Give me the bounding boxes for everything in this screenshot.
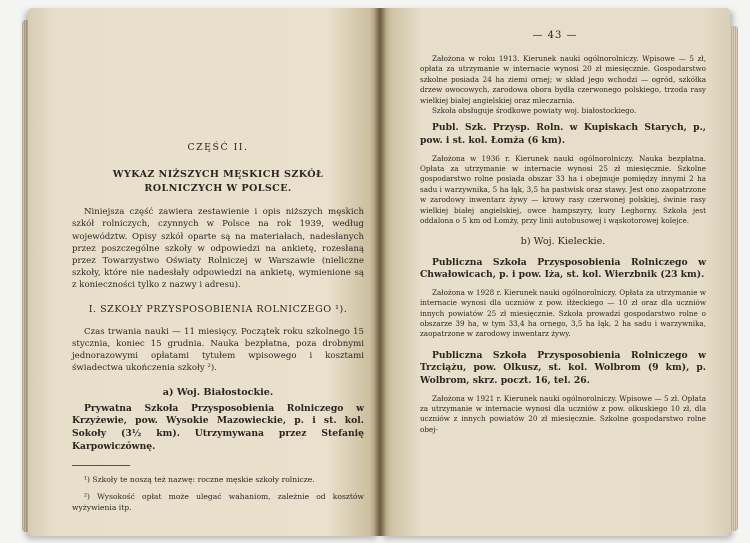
paragraph-chwalowice-details: Założona w 1928 r. Kierunek nauki ogólnorolniczy. Opłata za utrzymanie w internacie wynosi dla uczniów z pow. iłżeckiego — 10 zł oraz dla uczniów innych powiatów 25 zł miesięcznie. Szkoła prowadzi gospodarstwo rolne o obszarze 39 ha, w tym 33,4 ha ornego, 3,5 ha łąk, 2 ha sadu i warzywnika, zaopatrzone w zarodowy inwentarz żywy. — [420, 287, 706, 339]
school-entry-kupiski: Publ. Szk. Przysp. Roln. w Kupiskach Starych, p., pow. i st. kol. Łomża (6 km). — [420, 122, 706, 147]
chapter-title — [72, 168, 364, 196]
right-page — [380, 8, 730, 536]
part-heading: CZĘŚĆ II. — [187, 142, 249, 153]
chapter-title-line-2: ROLNICZYCH W POLSCE. — [144, 183, 292, 195]
chapter-title-line-1: WYKAZ NIŻSZYCH MĘSKICH SZKÓŁ — [112, 169, 324, 181]
voivodeship-heading-b: b) Woj. Kieleckie. — [520, 236, 606, 248]
paragraph-kupiski-details: Założona w 1936 r. Kierunek nauki ogólnorolniczy. Nauka bezpłatna. Opłata za utrzymanie w internacie wynosi 25 zł miesięcznie. Szkolne gospodarstwo rolne posiada obszar 33 ha i obejmuje pomiędzy innymi 2 ha sadu i warzywnika, 5 ha łąk, 3,5 ha pastwisk oraz stawy. Jest ono zaopatrzone w zarodowy inwentarz żywy — krowy rasy czerwonej polskiej, świnie rasy wielkiej białej angielskiej, owce hampszyry, kury Leghorny. Szkoła jest oddalona o 5 km od Łomży, przy linii autobusowej i wąskotorowej kolejce. — [420, 153, 706, 226]
page-edges-right — [730, 26, 738, 531]
footnote-2: ²) Wysokość opłat może ulegać wahaniom, zależnie od kosztów wyżywienia itp. — [72, 492, 364, 513]
school-entry-chwalowice: Publiczna Szkoła Przysposobienia Rolniczego w Chwałowicach, p. i pow. Iża, st. kol. Wierzbnik (23 km). — [420, 256, 706, 281]
open-book — [18, 8, 736, 536]
left-page — [28, 8, 380, 536]
school-entry-krzyzewo: Prywatna Szkoła Przysposobienia Rolniczego w Krzyżewie, pow. Wysokie Mazowieckie, p. i st. kol. Sokoły (3½ km). Utrzymywana przez Stefanię Karpowiczównę. — [72, 402, 364, 452]
paragraph-trzciaz-details: Założona w 1921 r. Kierunek nauki ogólnorolniczy. Wpisowe — 5 zł. Opłata za utrzymanie w internacie wynosi dla uczniów z pow. olkuskiego 10 zł, dla uczniów z innych powiatów 20 zł miesięcznie. Szkolne gospodarstwo rolne obej- — [420, 393, 706, 434]
right-page-content — [420, 54, 706, 435]
terms-paragraph: Czas trwania nauki — 11 miesięcy. Początek roku szkolnego 15 stycznia, koniec 15 grudnia. Nauka bezpłatna, poza drobnymi jednorazowymi opłatami tytułem wpisowego i kosztami świadectwa ukończenia szkoły ²). — [72, 326, 364, 374]
school-entry-trzciaz: Publiczna Szkoła Przysposobienia Rolniczego w Trzciążu, pow. Olkusz, st. kol. Wolbrom (9 km), p. Wolbrom, skrz. poczt. 16, tel. 26. — [420, 349, 706, 387]
section-heading: I. SZKOŁY PRZYSPOSOBIENIA ROLNICZEGO ¹). — [88, 303, 348, 315]
page-number: — 43 — — [532, 30, 578, 41]
footnote-rule — [72, 465, 130, 466]
footnote-1: ¹) Szkoły te noszą też nazwę: roczne męskie szkoły rolnicze. — [84, 475, 315, 485]
book-spine — [374, 8, 386, 536]
intro-paragraph: Niniejsza część zawiera zestawienie i opis niższych męskich szkół rolniczych, czynnych w Polsce na rok 1939, według województw. Opisy szkół oparte są na materiałach, nadesłanych przez poszczególne szkoły w odpowiedzi na ankietę, rozesłaną przez Towarzystwo Oświaty Rolniczej w Warszawie (nieliczne szkoły, które nie nadesłały odpowiedzi na ankietę, wymienione są z konieczności tylko z nazwy i adresu). — [72, 207, 364, 291]
voivodeship-heading-a: a) Woj. Białostockie. — [162, 386, 274, 398]
paragraph-krzyzewo-details: Założona w roku 1913. Kierunek nauki ogólnorolniczy. Wpisowe — 5 zł, opłata za utrzymanie w internacie wynosi 20 zł miesięcznie. Gospodarstwo szkolne posiada 24 ha ziemi ornej; w skład jego wchodzi — ogród, szkółka drzew owocowych, zarodowa obora bydła czerwonego polskiego, trzoda rasy wielkiej białej angielskiej oraz mleczarnia. — [420, 54, 706, 105]
paragraph-service-area: Szkoła obsługuje środkowe powiaty woj. białostockiego. — [432, 106, 637, 116]
left-page-content — [72, 142, 364, 519]
